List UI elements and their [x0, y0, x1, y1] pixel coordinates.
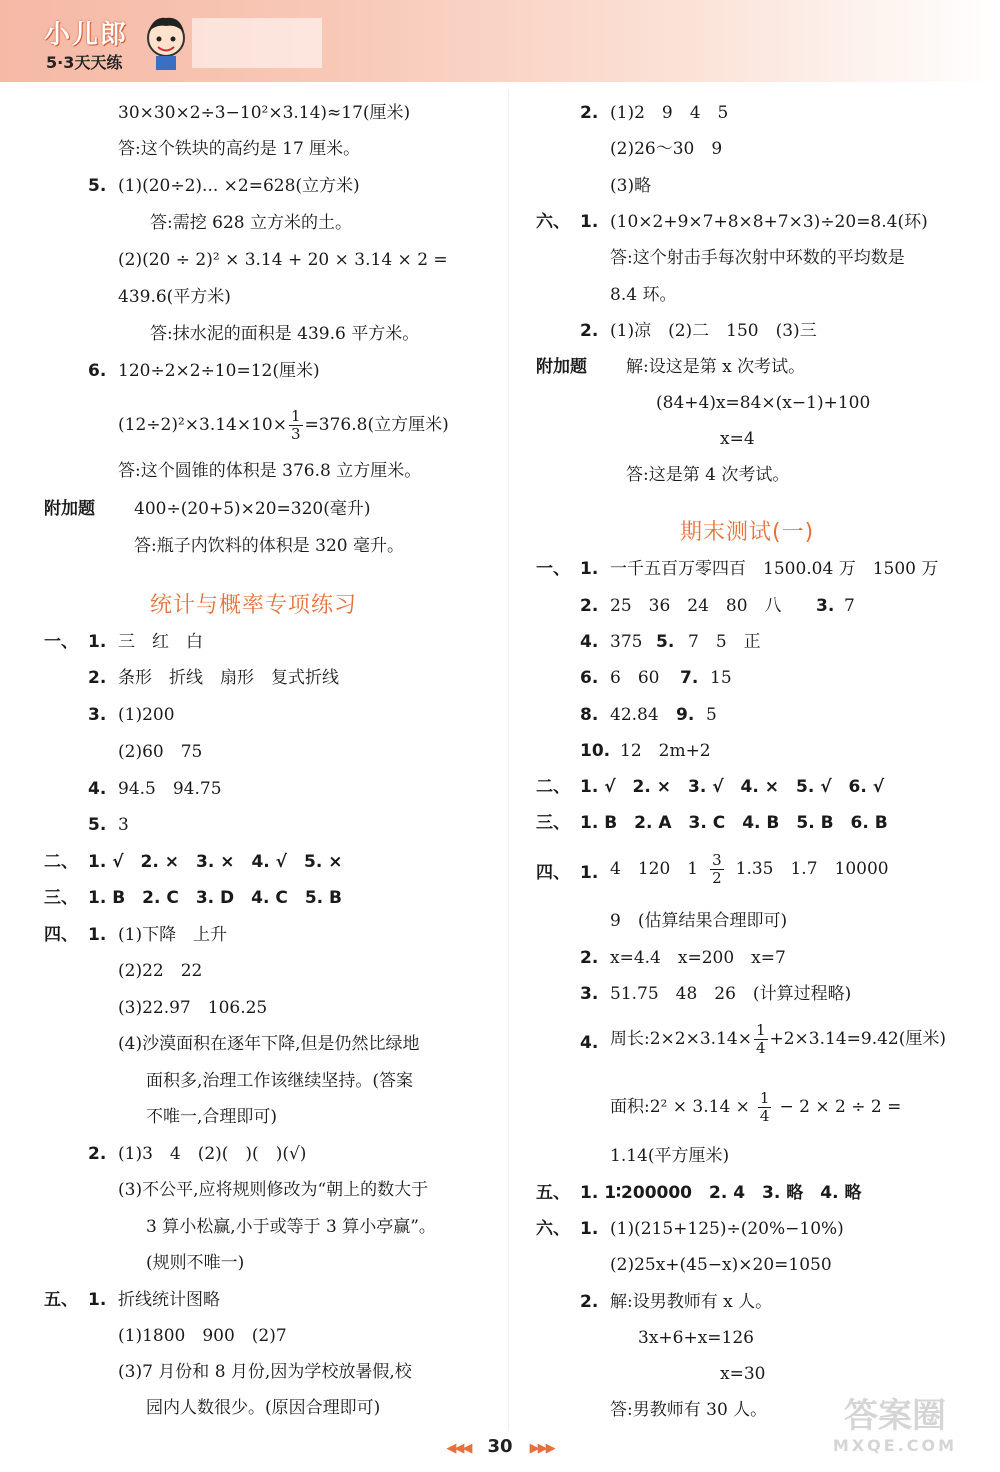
answer-line: 1. 1∶200000 2. 4 3. 略 4. 略	[580, 1183, 862, 1203]
part-label: 二、	[536, 777, 570, 797]
column-divider	[508, 90, 509, 1430]
answer-line: (2)60 75	[118, 742, 203, 762]
fraction-denominator: 2	[712, 869, 722, 887]
answer-line: 答:这个圆锥的体积是 376.8 立方厘米。	[118, 461, 422, 481]
answer-line-with-fraction	[118, 408, 449, 443]
question-number: 3.	[816, 596, 835, 616]
answer-line: 3 算小松赢,小于或等于 3 算小亭赢”。	[146, 1217, 436, 1237]
answer-line: x=4	[720, 429, 755, 449]
bonus-label: 附加题	[44, 499, 95, 519]
answer-line-with-fraction	[610, 1022, 946, 1057]
question-number: 4.	[88, 779, 107, 799]
answer-line: 51.75 48 26 (计算过程略)	[610, 984, 852, 1004]
section-title: 期末测试(一)	[680, 520, 815, 545]
part-label: 四、	[536, 863, 570, 883]
logo-title: 小儿郎	[44, 20, 129, 50]
question-number: 1.	[88, 632, 107, 652]
answer-line: 三 红 白	[118, 632, 203, 652]
answer-line: 15	[710, 668, 732, 688]
answer-line: (2)22 22	[118, 961, 203, 981]
fraction	[289, 408, 303, 443]
answer-line: 答:男教师有 30 人。	[610, 1400, 768, 1420]
fraction	[754, 1022, 768, 1057]
expr-part: − 2 × 2 ÷ 2 =	[779, 1097, 902, 1117]
answer-line: 解:设这是第 x 次考试。	[626, 357, 806, 377]
answer-line: 6 60	[610, 668, 660, 688]
question-number: 7.	[680, 668, 699, 688]
right-arrows-icon: ▶▶▶	[529, 1441, 554, 1456]
answer-line: 7	[844, 596, 855, 616]
question-number: 2.	[580, 103, 599, 123]
answer-line: 375	[610, 632, 643, 652]
question-number: 2.	[88, 1144, 107, 1164]
answer-line: (1)2 9 4 5	[610, 103, 729, 123]
fraction-denominator: 4	[759, 1107, 770, 1125]
question-number: 3.	[580, 984, 599, 1004]
answer-line: 42.84	[610, 705, 659, 725]
answer-line: (2)26～30 9	[610, 139, 723, 159]
answer-line: (10×2+9×7+8×8+7×3)÷20=8.4(环)	[610, 212, 928, 232]
part-label: 二、	[44, 852, 78, 872]
answer-line: 25 36 24 80 八	[610, 596, 782, 616]
fraction-denominator: 4	[755, 1039, 766, 1057]
question-number: 5.	[88, 815, 107, 835]
answer-line: 答:需挖 628 立方米的土。	[150, 213, 352, 233]
question-number: 6.	[580, 668, 599, 688]
answer-line: (1)3 4 (2)( )( )(√)	[118, 1144, 307, 1164]
part-label: 四、	[44, 925, 78, 945]
answer-line: 1. B 2. C 3. D 4. C 5. B	[88, 888, 343, 908]
fraction-numerator: 1	[759, 1089, 770, 1107]
expr-part: =376.8(立方厘米)	[304, 415, 449, 435]
answer-line: (4)沙漠面积在逐年下降,但是仍然比绿地	[118, 1034, 420, 1054]
answer-line: 答:抹水泥的面积是 439.6 平方米。	[150, 324, 420, 344]
answer-line: 8.4 环。	[610, 285, 677, 305]
answer-line: x=4.4 x=200 x=7	[610, 948, 786, 968]
answer-line: (1)下降 上升	[118, 925, 228, 945]
question-number: 5.	[656, 632, 675, 652]
answer-line: 园内人数很少。(原因合理即可)	[146, 1398, 381, 1418]
answer-line: 439.6(平方米)	[118, 287, 231, 307]
answer-line: 3x+6+x=126	[638, 1328, 754, 1348]
answer-line: (1)200	[118, 705, 175, 725]
answer-line: 1. √ 2. × 3. √ 4. × 5. √ 6. √	[580, 777, 885, 797]
answer-line: 答:瓶子内饮料的体积是 320 毫升。	[134, 536, 404, 556]
watermark-url: MXQE.COM	[832, 1436, 958, 1455]
question-number: 10.	[580, 741, 611, 761]
logo-overlay	[192, 18, 322, 68]
expr-part: 面积:2² × 3.14 ×	[610, 1097, 750, 1117]
question-number: 2.	[580, 948, 599, 968]
answer-line-with-fraction	[610, 1090, 901, 1125]
answer-line: 1.14(平方厘米)	[610, 1146, 730, 1166]
expr-part: 4 120 1	[610, 859, 699, 879]
question-number: 1.	[88, 1290, 107, 1310]
answer-line: (3)7 月份和 8 月份,因为学校放暑假,校	[118, 1362, 412, 1382]
answer-line: (2)25x+(45−x)×20=1050	[610, 1255, 832, 1275]
expr-part: (12÷2)²×3.14×10×	[118, 415, 287, 435]
question-number: 1.	[580, 863, 599, 883]
answer-line: 9 (估算结果合理即可)	[610, 911, 788, 931]
question-number: 1.	[580, 212, 599, 232]
answer-line: 折线统计图略	[118, 1290, 220, 1310]
answer-line: 答:这个射击手每次射中环数的平均数是	[610, 248, 905, 268]
part-label: 一、	[536, 559, 570, 579]
question-number: 2.	[580, 321, 599, 341]
answer-line: 400÷(20+5)×20=320(毫升)	[134, 499, 371, 519]
answer-line: 1. B 2. A 3. C 4. B 5. B 6. B	[580, 813, 888, 833]
bonus-label: 附加题	[536, 357, 587, 377]
question-number: 4.	[580, 632, 599, 652]
answer-line: 30×30×2÷3−10²×3.14)≈17(厘米)	[118, 103, 411, 123]
expr-part: 1.35 1.7 10000	[735, 859, 889, 879]
answer-line: 答:这是第 4 次考试。	[626, 465, 790, 485]
answer-line: 一千五百万零四百 1500.04 万 1500 万	[610, 559, 939, 579]
question-number: 2.	[580, 596, 599, 616]
answer-line: x=30	[720, 1364, 766, 1384]
part-label: 六、	[536, 212, 570, 232]
answer-line: 答:这个铁块的高约是 17 厘米。	[118, 139, 361, 159]
answer-line: (1)(20÷2)... ×2=628(立方米)	[118, 176, 360, 196]
answer-line: (3)略	[610, 176, 652, 196]
answer-line: 94.5 94.75	[118, 779, 222, 799]
question-number: 1.	[88, 925, 107, 945]
question-number: 5.	[88, 176, 107, 196]
expr-part: +2×3.14=9.42(厘米)	[769, 1029, 947, 1049]
answer-line: (2)(20 ÷ 2)² × 3.14 + 20 × 3.14 × 2 =	[118, 250, 448, 270]
watermark-text: 答案圈	[844, 1396, 946, 1436]
part-label: 三、	[44, 888, 78, 908]
question-number: 2.	[580, 1292, 599, 1312]
question-number: 1.	[580, 1219, 599, 1239]
question-number: 8.	[580, 705, 599, 725]
answer-line: 3	[118, 815, 129, 835]
fraction	[710, 852, 724, 887]
fraction	[758, 1090, 772, 1125]
answer-line: (1)(215+125)÷(20%−10%)	[610, 1219, 844, 1239]
answer-line: 7 5 正	[688, 632, 761, 652]
answer-line: 不唯一,合理即可)	[146, 1107, 278, 1127]
fraction-denominator: 3	[291, 425, 301, 443]
question-number: 9.	[676, 705, 695, 725]
answer-line: 解:设男教师有 x 人。	[610, 1292, 773, 1312]
question-number: 1.	[580, 559, 599, 579]
answer-line: 5	[706, 705, 717, 725]
left-arrows-icon: ◀◀◀	[446, 1441, 471, 1456]
answer-line-with-fraction	[610, 852, 889, 887]
answer-line: 1. √ 2. × 3. × 4. √ 5. ×	[88, 852, 343, 872]
logo-subtitle: 5·3天天练	[46, 53, 123, 72]
answer-line: 120÷2×2÷10=12(厘米)	[118, 361, 320, 381]
page-number: 30	[487, 1436, 513, 1457]
fraction-numerator: 1	[755, 1021, 766, 1039]
part-label: 一、	[44, 632, 78, 652]
watermark-logo	[800, 1396, 990, 1466]
fraction-numerator: 1	[291, 407, 301, 425]
part-label: 六、	[536, 1219, 570, 1239]
question-number: 6.	[88, 361, 107, 381]
section-title: 统计与概率专项练习	[150, 593, 358, 618]
answer-line: (规则不唯一)	[146, 1253, 245, 1273]
answer-line: 面积多,治理工作该继续坚持。(答案	[146, 1071, 414, 1091]
question-number: 4.	[580, 1033, 599, 1053]
fraction-numerator: 3	[712, 851, 722, 869]
answer-line: 12 2m+2	[620, 741, 711, 761]
part-label: 五、	[536, 1183, 570, 1203]
answer-line: (1)1800 900 (2)7	[118, 1326, 287, 1346]
expr-part: 周长:2×2×3.14×	[610, 1029, 752, 1049]
question-number: 3.	[88, 705, 107, 725]
mascot-icon	[142, 14, 190, 72]
answer-line: (84+4)x=84×(x−1)+100	[656, 393, 871, 413]
question-number: 2.	[88, 668, 107, 688]
answer-line: (3)不公平,应将规则修改为“朝上的数大于	[118, 1180, 429, 1200]
answer-line: (3)22.97 106.25	[118, 998, 268, 1018]
brand-logo	[34, 12, 324, 74]
answer-line: (1)凉 (2)二 150 (3)三	[610, 321, 817, 341]
part-label: 三、	[536, 813, 570, 833]
answer-line: 条形 折线 扇形 复式折线	[118, 668, 339, 688]
part-label: 五、	[44, 1290, 78, 1310]
